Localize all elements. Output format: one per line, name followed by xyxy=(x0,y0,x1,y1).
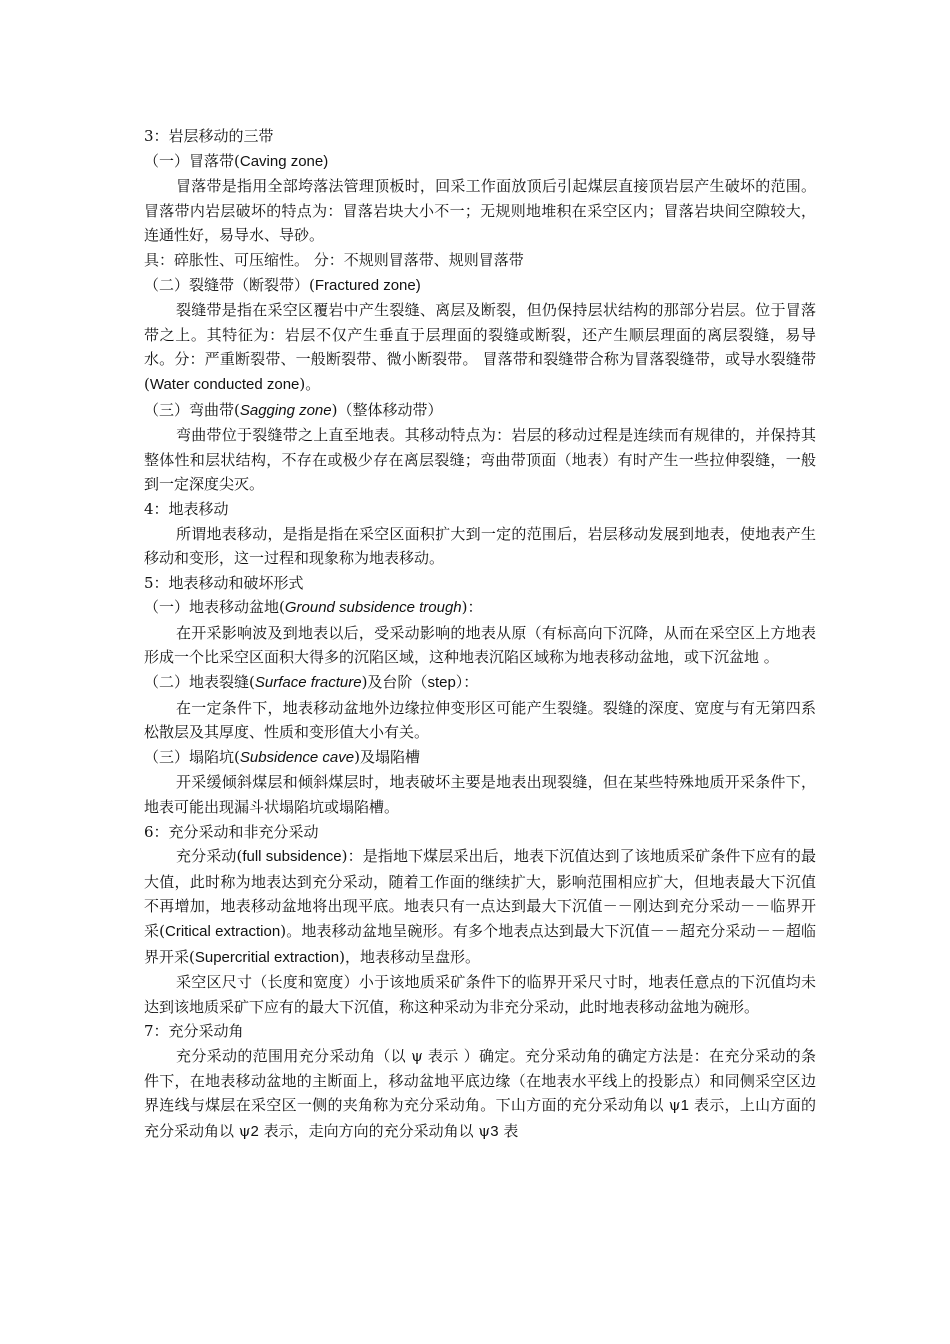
text-run: 1 xyxy=(680,1097,689,1115)
section-heading-5: 5：地表移动和破坏形式 xyxy=(144,573,304,592)
text-run: 3 xyxy=(490,1122,499,1140)
subheading-subsidence-cave xyxy=(144,745,816,771)
text-run: 裂缝带是指在采空区覆岩中产生裂缝、离层及断裂，但仍保持层状结构的那部分岩层。位于冒落带之上。其特征为：岩层不仅产生垂直于层理面的裂缝或断裂，还产生顺层理面的离层裂缝，易导水。分：严重断裂带、一般断裂带、微小断裂带。 冒落带和裂缝带合称为冒落裂缝带，或导水裂缝带( xyxy=(144,301,816,393)
text-run: Sagging zone xyxy=(239,401,332,419)
text-run: )及台阶（ xyxy=(361,673,428,692)
section-heading-6: 6：充分采动和非充分采动 xyxy=(144,822,319,841)
document-body xyxy=(144,124,816,1144)
paragraph-full-subsidence xyxy=(144,844,816,970)
text-run: 表示，走向方向的充分采动角以 ψ xyxy=(258,1121,491,1140)
paragraph-fractured-zone xyxy=(144,298,816,397)
text-run: ）： xyxy=(455,673,479,692)
text-run: 充分采动的范围用充分采动角（以 ψ 表示 ）确定。充分采动角的确定方法是：在充分采动的条件下，在地表移动盆地的主断面上，移动盆地平底边缘（在地表水平线上的投影点）和同侧采空区边界连线与煤层在采空区一侧的夹角称为充分采动角。下山方面的充分采动角以 ψ xyxy=(144,1046,816,1115)
section-heading-3: 3：岩层移动的三带 xyxy=(144,127,274,145)
text-run: Water conducted zone xyxy=(149,375,300,393)
text-run: 表示，上山方面的充分采动角以 ψ xyxy=(144,1096,816,1140)
text-run: 表 xyxy=(498,1121,519,1140)
text-run: （一）地表移动盆地( xyxy=(144,598,285,617)
text-run: （三）弯曲带( xyxy=(144,400,240,419)
text-run: Ground subsidence trough xyxy=(284,599,462,617)
paragraph-surface-movement: 所谓地表移动，是指是指在采空区面积扩大到一定的范围后，岩层移动发展到地表，使地表产生移动和变形，这一过程和现象称为地表移动。 xyxy=(144,524,816,568)
subheading-subsidence-trough xyxy=(144,595,816,621)
text-run: )：是指地下煤层采出后，地表下沉值达到了该地质采矿条件下应有的最大值，此时称为地表达到充分采动，随着工作面的继续扩大，影响范围相应扩大，但地表最大下沉值不再增加，地表移动盆地将出现平底。地表只有一点达到最大下沉值－－刚达到充分采动－－临界开采( xyxy=(144,847,816,940)
text-run: )： xyxy=(461,598,483,617)
text-run: （一）冒落带( xyxy=(144,151,240,170)
text-run: （二）地表裂缝( xyxy=(144,673,255,692)
text-run: 2 xyxy=(250,1122,259,1140)
text-run: step xyxy=(427,674,456,692)
section-heading-4: 4：地表移动 xyxy=(144,499,229,518)
subheading-sagging-zone xyxy=(144,398,816,424)
text-run: Surface fracture xyxy=(254,674,362,692)
text-run: )（整体移动带） xyxy=(331,400,443,419)
paragraph-caving-zone: 冒落带是指用全部垮落法管理顶板时，回采工作面放顶后引起煤层直接顶岩层产生破坏的范围。冒落带内岩层破坏的特点为：冒落岩块大小不一；无规则地堆积在采空区内；冒落岩块间空隙较大，连通性好，易导水、导砂。 xyxy=(144,177,816,245)
text-run: 充分采动( xyxy=(176,847,243,866)
subheading-surface-fracture xyxy=(144,670,816,696)
text-run: （二）裂缝带（断裂带）( xyxy=(144,275,315,294)
text-run: Critical extraction xyxy=(165,923,281,940)
text-run: Fractured zone xyxy=(314,276,416,294)
paragraph-subsidence-cave: 开采缓倾斜煤层和倾斜煤层时，地表破坏主要是地表出现裂缝，但在某些特殊地质开采条件下，地表可能出现漏斗状塌陷坑或塌陷槽。 xyxy=(144,773,816,817)
text-run: ) xyxy=(323,152,329,170)
text-run: )。地表移动盆地呈碗形。有多个地表点达到最大下沉值－－超充分采动－－超临界开采( xyxy=(144,922,816,966)
section-heading-7: 7：充分采动角 xyxy=(144,1022,244,1041)
text-run: )，地表移动呈盘形。 xyxy=(339,947,480,966)
text-run: Subsidence cave xyxy=(239,748,355,766)
subheading-caving-zone xyxy=(144,149,816,175)
text-run: full subsidence xyxy=(242,848,342,866)
text-run: Caving zone xyxy=(239,152,324,170)
paragraph-sagging-zone: 弯曲带位于裂缝带之上直至地表。其移动特点为：岩层的移动过程是连续而有规律的，并保持其整体性和层状结构，不存在或极少存在离层裂缝；弯曲带顶面（地表）有时产生一些拉伸裂缝，一般到一定深度尖灭。 xyxy=(144,426,816,494)
text-run: )及塌陷槽 xyxy=(354,747,420,766)
text-run: ) xyxy=(415,276,421,294)
text-run: Supercritial extraction xyxy=(194,948,340,966)
text-run: )。 xyxy=(299,374,321,393)
paragraph-full-subsidence-angle xyxy=(144,1044,816,1144)
paragraph-caving-properties: 具：碎胀性、可压缩性。 分：不规则冒落带、规则冒落带 xyxy=(144,250,524,269)
subheading-fractured-zone xyxy=(144,273,816,299)
paragraph-surface-fracture: 在一定条件下，地表移动盆地外边缘拉伸变形区可能产生裂缝。裂缝的深度、宽度与有无第四系松散层及其厚度、性质和变形值大小有关。 xyxy=(144,698,816,742)
text-run: （三）塌陷坑( xyxy=(144,747,240,766)
paragraph-partial-subsidence: 采空区尺寸（长度和宽度）小于该地质采矿条件下的临界开采尺寸时，地表任意点的下沉值均未达到该地质采矿下应有的最大下沉值，称这种采动为非充分采动，此时地表移动盆地为碗形。 xyxy=(144,973,816,1016)
paragraph-subsidence-trough: 在开采影响波及到地表以后，受采动影响的地表从原（有标高向下沉降，从而在采空区上方地表形成一个比采空区面积大得多的沉陷区域，这种地表沉陷区域称为地表移动盆地，或下沉盆地 。 xyxy=(144,623,816,667)
